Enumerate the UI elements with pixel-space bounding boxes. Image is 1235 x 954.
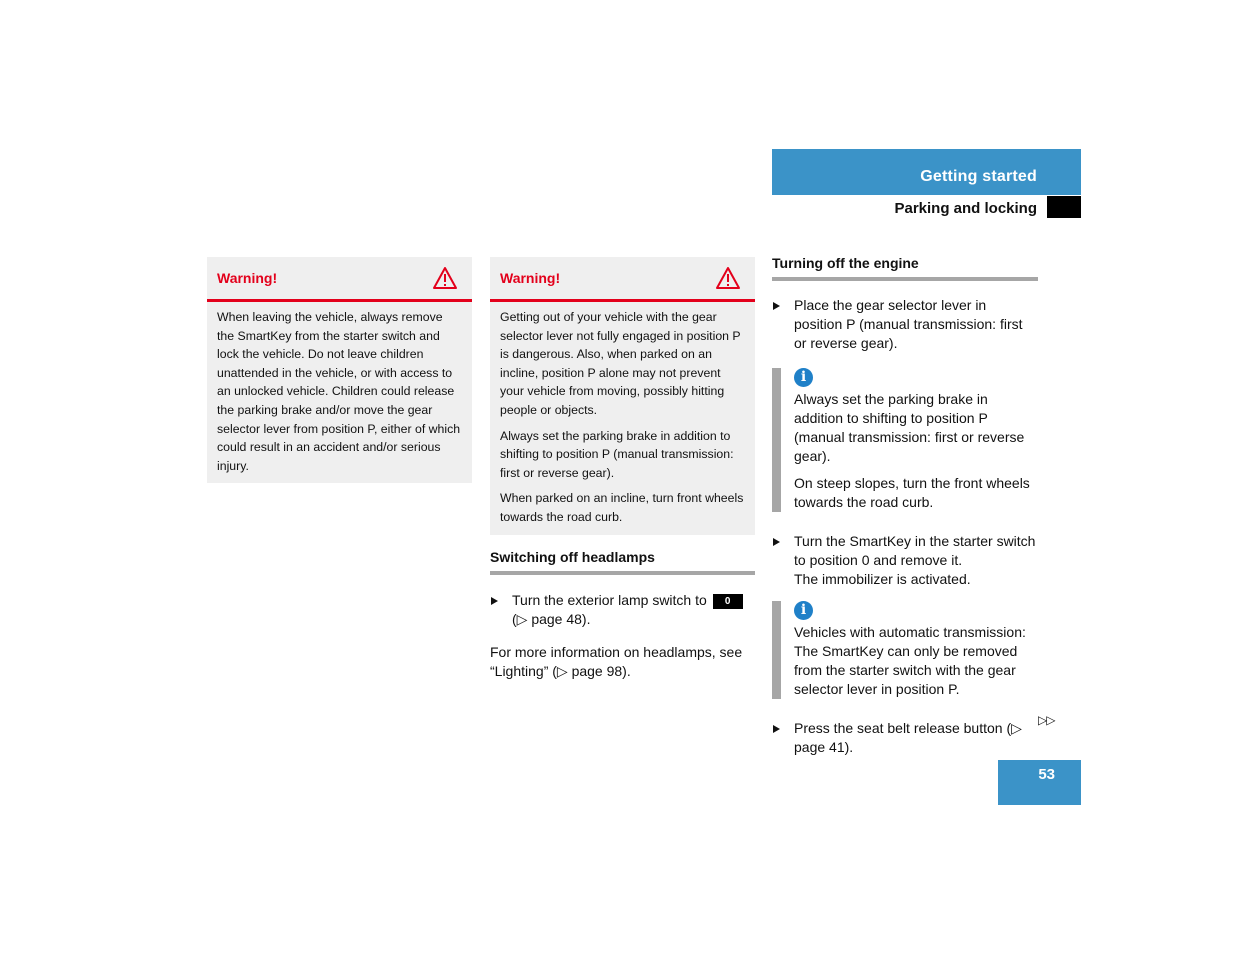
step-text: Turn the SmartKey in the starter switch to position 0 and remove it. <box>794 533 1036 568</box>
section-heading: Switching off headlamps <box>490 548 755 575</box>
info-bar <box>772 601 781 699</box>
instruction-step <box>772 719 1038 757</box>
warning-label: Warning! <box>500 270 561 286</box>
bullet-arrow-icon <box>773 538 780 546</box>
step-text: Press the seat belt release button (▷ page 41). <box>794 720 1022 755</box>
warning-box-left <box>207 257 472 483</box>
warning-paragraph-2: Always set the parking brake in addition to shifting to position P (manual transmission: first or reverse gear). <box>500 428 734 480</box>
warning-paragraph-3: When parked on an incline, turn front wheels towards the road curb. <box>500 491 744 524</box>
info-icon: i <box>794 601 813 620</box>
bullet-arrow-icon <box>773 302 780 310</box>
bullet-arrow-icon <box>491 597 498 605</box>
instruction-step <box>490 591 755 629</box>
warning-body <box>207 302 472 483</box>
warning-label: Warning! <box>217 270 278 286</box>
warning-header <box>207 257 472 302</box>
info-icon: i <box>794 368 813 387</box>
info-bar <box>772 368 781 512</box>
headlamps-section <box>490 548 755 681</box>
engine-section <box>772 254 1038 757</box>
warning-triangle-icon <box>432 266 458 290</box>
warning-box-middle <box>490 257 755 535</box>
step-result: The immobilizer is activated. <box>794 571 971 587</box>
info-paragraph-2: On steep slopes, turn the front wheels towards the road curb. <box>794 475 1030 510</box>
warning-header <box>490 257 755 302</box>
more-info-text: For more information on headlamps, see “Lighting” (▷ page 98). <box>490 644 743 679</box>
info-note <box>772 368 1038 512</box>
lamp-switch-position-0: 0 <box>713 594 743 609</box>
section-heading: Turning off the engine <box>772 254 1038 281</box>
continued-marker: ▷▷ <box>1038 713 1055 727</box>
warning-text: When leaving the vehicle, always remove the SmartKey from the starter switch and lock the vehicle. Do not leave children unattended in the vehicle, or with access to an unlocked vehicle. Children could release the parking brake and/or move the gear selector lever from position P, either of which could result in an accident and/or serious injury. <box>217 310 461 473</box>
info-paragraph: Vehicles with automatic transmission: The SmartKey can only be removed from the starter switch with the gear selector lever in position P. <box>794 624 1026 697</box>
step-text: Place the gear selector lever in position P (manual transmission: first or reverse gear). <box>794 297 1023 351</box>
chapter-title: Getting started <box>920 168 1037 185</box>
page-reference: (▷ page 48). <box>512 611 591 627</box>
warning-triangle-icon <box>715 266 741 290</box>
warning-paragraph-1: Getting out of your vehicle with the gear selector lever not fully engaged in position P is dangerous. Also, when parked on an incline, position P alone may not prevent your vehicle from moving, possibly hitting people or objects. <box>500 310 741 417</box>
warning-body <box>490 302 755 535</box>
bullet-arrow-icon <box>773 725 780 733</box>
instruction-step <box>772 296 1038 353</box>
step-text: Turn the exterior lamp switch to <box>512 592 707 608</box>
info-note <box>772 601 1038 699</box>
instruction-step <box>772 532 1038 589</box>
section-marker <box>1047 196 1081 218</box>
info-paragraph-1: Always set the parking brake in addition to shifting to position P (manual transmission: first or reverse gear). <box>794 391 1025 464</box>
section-title: Parking and locking <box>894 200 1037 217</box>
page-number: 53 <box>1038 766 1055 783</box>
